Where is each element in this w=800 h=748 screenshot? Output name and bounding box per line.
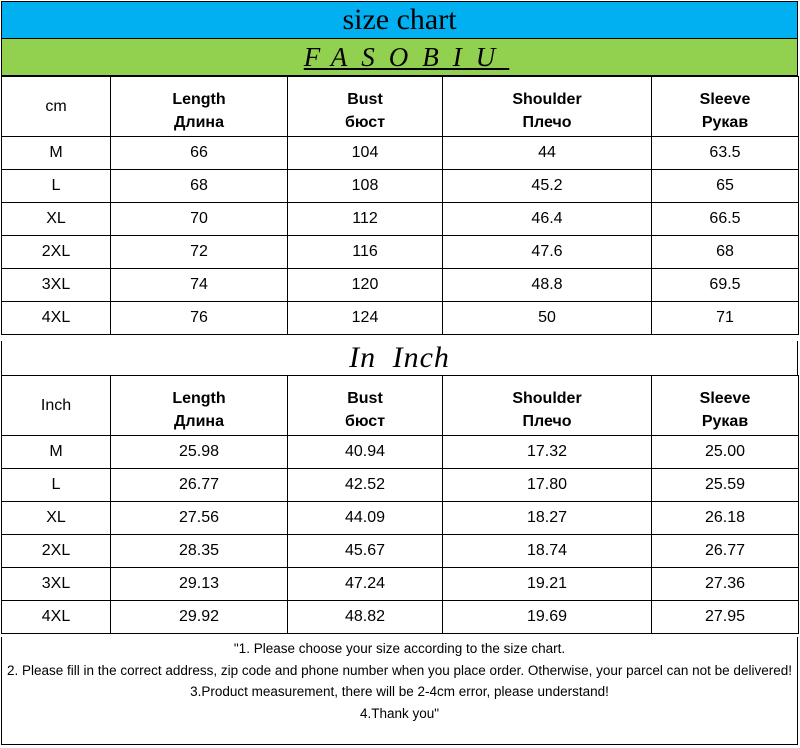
inch-cell-shoulder: 19.69 xyxy=(443,601,652,634)
inch-table-row xyxy=(2,535,799,568)
inch-cell-size: L xyxy=(2,469,111,502)
inch-cell-bust: 42.52 xyxy=(288,469,443,502)
inch-cell-size: M xyxy=(2,436,111,469)
cm-cell-length: 74 xyxy=(111,269,288,302)
header-shoulder-ru: Плечо xyxy=(443,408,652,436)
cm-cell-size: 2XL xyxy=(2,236,111,269)
notes-box xyxy=(1,637,798,745)
cm-cell-size: 3XL xyxy=(2,269,111,302)
cm-cell-bust: 116 xyxy=(288,236,443,269)
note-1: "1. Please choose your size according to the size chart. xyxy=(233,641,566,656)
inch-cell-sleeve: 27.36 xyxy=(652,568,799,601)
cm-cell-size: M xyxy=(2,137,111,170)
inch-cell-shoulder: 17.80 xyxy=(443,469,652,502)
note-2: 2. Please fill in the correct address, zip code and phone number when you place order. Otherwise, your parcel can not be delivered! xyxy=(7,662,792,678)
cm-cell-shoulder: 48.8 xyxy=(443,269,652,302)
cm-cell-size: XL xyxy=(2,203,111,236)
inch-table-row xyxy=(2,469,799,502)
inch-cell-length: 26.77 xyxy=(111,469,288,502)
inch-cell-length: 29.92 xyxy=(111,601,288,634)
inch-table-row xyxy=(2,601,799,634)
cm-cell-shoulder: 50 xyxy=(443,302,652,335)
cm-cell-length: 66 xyxy=(111,137,288,170)
inch-cell-sleeve: 26.77 xyxy=(652,535,799,568)
header-bust: Bust xyxy=(288,77,443,110)
cm-table-row xyxy=(2,302,799,335)
cm-cell-shoulder: 46.4 xyxy=(443,203,652,236)
header-shoulder-ru: Плечо xyxy=(443,109,652,137)
inch-cell-shoulder: 18.74 xyxy=(443,535,652,568)
cm-cell-sleeve: 63.5 xyxy=(652,137,799,170)
inch-table-row xyxy=(2,436,799,469)
inch-size-table xyxy=(1,375,799,634)
cm-cell-bust: 108 xyxy=(288,170,443,203)
inch-cell-shoulder: 19.21 xyxy=(443,568,652,601)
inch-heading: In Inch xyxy=(349,341,450,374)
cm-table-row xyxy=(2,203,799,236)
inch-cell-length: 29.13 xyxy=(111,568,288,601)
cm-cell-sleeve: 65 xyxy=(652,170,799,203)
cm-cell-shoulder: 45.2 xyxy=(443,170,652,203)
inch-cell-length: 28.35 xyxy=(111,535,288,568)
inch-cell-sleeve: 25.59 xyxy=(652,469,799,502)
chart-title: size chart xyxy=(342,3,457,36)
cm-cell-shoulder: 47.6 xyxy=(443,236,652,269)
cm-table-row xyxy=(2,170,799,203)
inch-cell-sleeve: 26.18 xyxy=(652,502,799,535)
note-3: 3.Product measurement, there will be 2-4cm error, please understand! xyxy=(190,684,609,699)
header-sleeve: Sleeve xyxy=(652,376,799,409)
unit-label-cm: cm xyxy=(2,77,111,137)
inch-cell-sleeve: 27.95 xyxy=(652,601,799,634)
inch-cell-bust: 40.94 xyxy=(288,436,443,469)
header-sleeve-ru: Рукав xyxy=(652,109,799,137)
inch-cell-size: 3XL xyxy=(2,568,111,601)
cm-cell-bust: 120 xyxy=(288,269,443,302)
cm-cell-length: 76 xyxy=(111,302,288,335)
cm-cell-bust: 112 xyxy=(288,203,443,236)
header-length: Length xyxy=(111,376,288,409)
brand-name: FASOBIU xyxy=(303,41,510,72)
cm-cell-size: L xyxy=(2,170,111,203)
chart-title-band xyxy=(1,1,798,39)
brand-band xyxy=(1,39,798,76)
cm-cell-length: 72 xyxy=(111,236,288,269)
cm-table-row xyxy=(2,236,799,269)
cm-table-row xyxy=(2,269,799,302)
inch-cell-shoulder: 18.27 xyxy=(443,502,652,535)
inch-cell-bust: 45.67 xyxy=(288,535,443,568)
inch-cell-bust: 44.09 xyxy=(288,502,443,535)
cm-cell-sleeve: 68 xyxy=(652,236,799,269)
cm-size-table xyxy=(1,76,799,335)
header-shoulder: Shoulder xyxy=(443,376,652,409)
cm-cell-sleeve: 71 xyxy=(652,302,799,335)
inch-cell-shoulder: 17.32 xyxy=(443,436,652,469)
header-bust-ru: бюст xyxy=(288,109,443,137)
inch-table-row xyxy=(2,568,799,601)
inch-cell-length: 27.56 xyxy=(111,502,288,535)
header-sleeve-ru: Рукав xyxy=(652,408,799,436)
header-bust: Bust xyxy=(288,376,443,409)
inch-cell-size: 4XL xyxy=(2,601,111,634)
cm-cell-sleeve: 69.5 xyxy=(652,269,799,302)
inch-table-row xyxy=(2,502,799,535)
header-bust-ru: бюст xyxy=(288,408,443,436)
cm-cell-bust: 104 xyxy=(288,137,443,170)
header-length-ru: Длина xyxy=(111,109,288,137)
note-4: 4.Thank you" xyxy=(359,705,440,721)
cm-cell-length: 70 xyxy=(111,203,288,236)
header-length: Length xyxy=(111,77,288,110)
cm-table-row xyxy=(2,137,799,170)
header-shoulder: Shoulder xyxy=(443,77,652,110)
header-length-ru: Длина xyxy=(111,408,288,436)
cm-cell-size: 4XL xyxy=(2,302,111,335)
inch-cell-size: XL xyxy=(2,502,111,535)
inch-heading-band xyxy=(1,341,798,375)
cm-cell-sleeve: 66.5 xyxy=(652,203,799,236)
inch-cell-sleeve: 25.00 xyxy=(652,436,799,469)
cm-cell-shoulder: 44 xyxy=(443,137,652,170)
inch-cell-size: 2XL xyxy=(2,535,111,568)
cm-cell-length: 68 xyxy=(111,170,288,203)
unit-label-inch: Inch xyxy=(2,376,111,436)
inch-cell-length: 25.98 xyxy=(111,436,288,469)
header-sleeve: Sleeve xyxy=(652,77,799,110)
inch-cell-bust: 48.82 xyxy=(288,601,443,634)
inch-cell-bust: 47.24 xyxy=(288,568,443,601)
cm-cell-bust: 124 xyxy=(288,302,443,335)
